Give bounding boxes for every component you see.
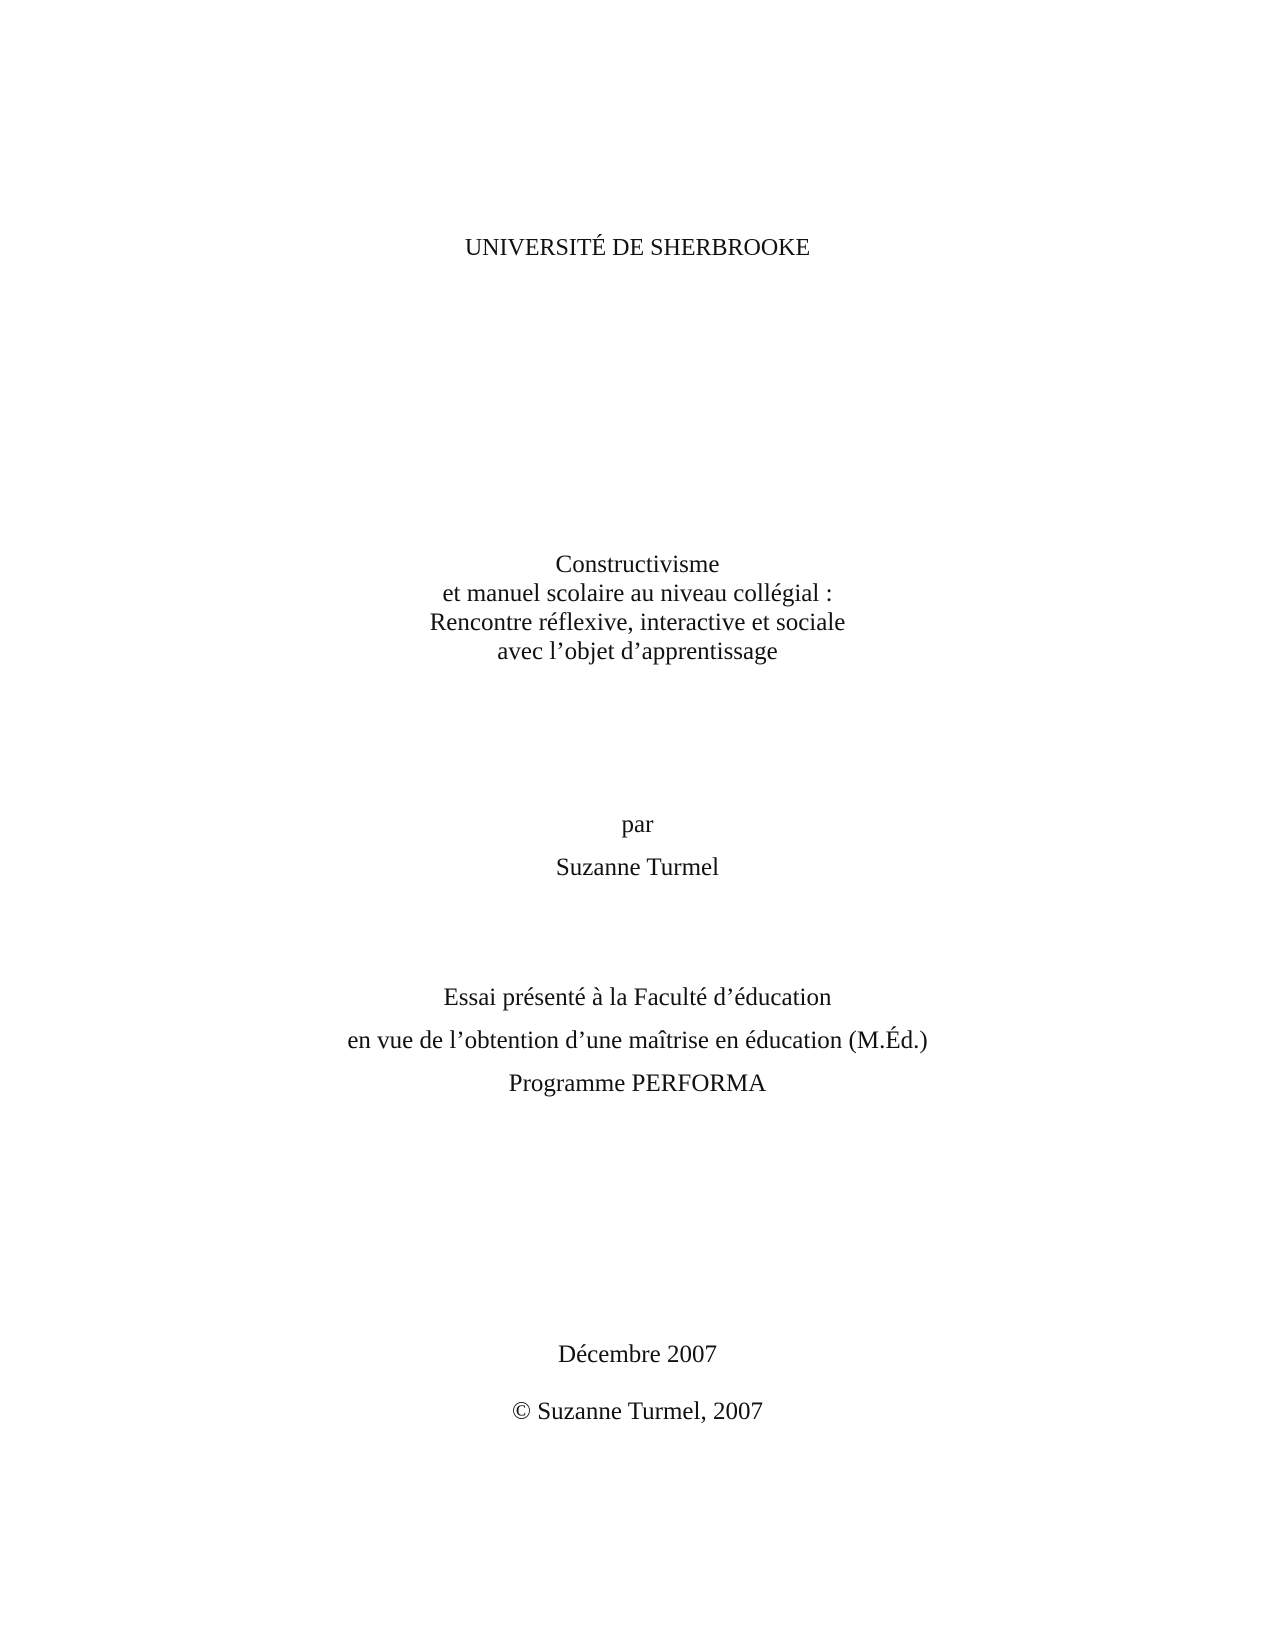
thesis-title	[0, 550, 1275, 666]
essay-statement-line: Essai présenté à la Faculté d’éducation	[443, 984, 832, 1011]
by-label: par	[621, 811, 654, 838]
university-name: UNIVERSITÉ DE SHERBROOKE	[464, 235, 811, 261]
title-line: et manuel scolaire au niveau collégial :	[442, 580, 833, 607]
author-name: Suzanne Turmel	[555, 854, 720, 881]
program-name: Programme PERFORMA	[508, 1070, 767, 1097]
title-line: Constructivisme	[555, 551, 720, 578]
submission-date: Décembre 2007	[558, 1341, 717, 1368]
title-line: Rencontre réflexive, interactive et sociale	[429, 609, 846, 636]
essay-statement-line: en vue de l’obtention d’une maîtrise en éducation (M.Éd.)	[347, 1027, 928, 1054]
title-line: avec l’objet d’apprentissage	[497, 638, 778, 665]
copyright-notice: © Suzanne Turmel, 2007	[512, 1398, 763, 1425]
